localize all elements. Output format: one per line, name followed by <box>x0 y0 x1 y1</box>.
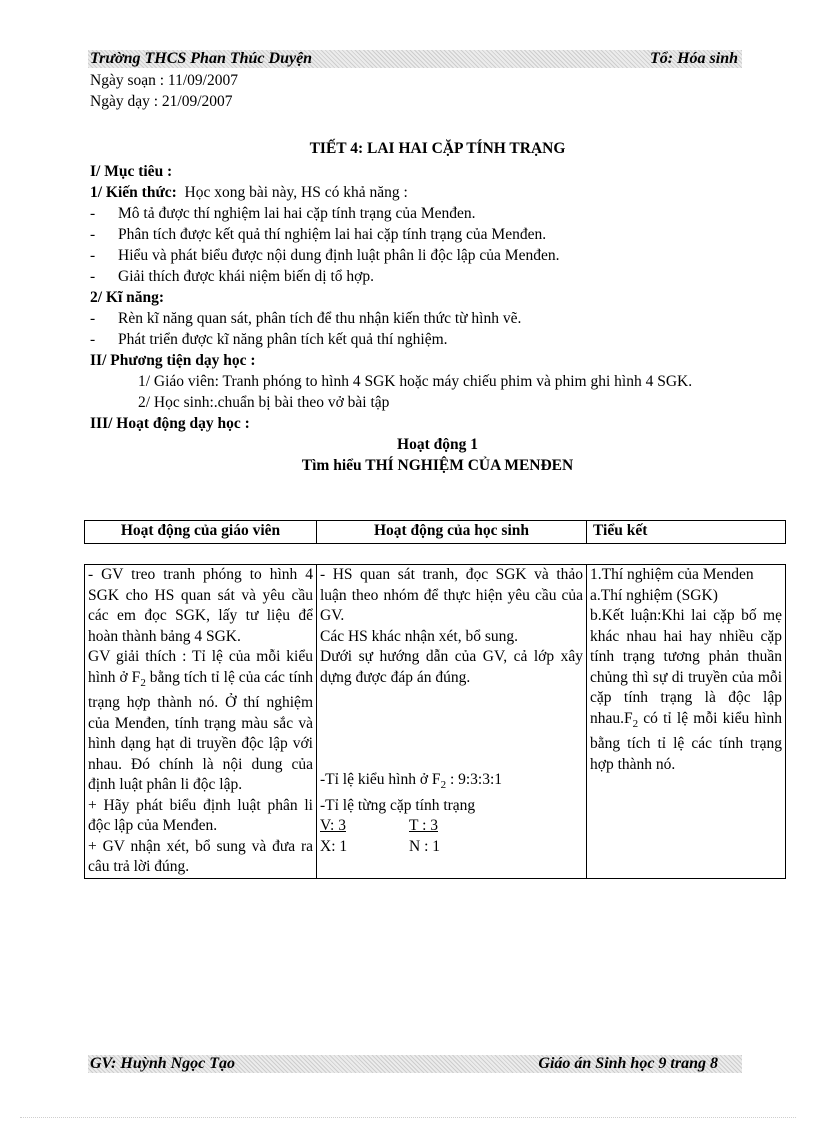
materials-student: 2/ Học sinh:.chuẩn bị bài theo vở bài tập <box>138 394 390 411</box>
page-footer <box>88 1055 742 1073</box>
col-header-summary: Tiểu kết <box>587 521 786 544</box>
lesson-body <box>90 70 785 476</box>
teacher-text: + Hãy phát biểu định luật phân li độc lập của Menđen. <box>88 796 313 835</box>
teacher-name: GV: Huỳnh Ngọc Tạo <box>90 1055 236 1072</box>
doc-page: Giáo án Sinh học 9 trang 8 <box>538 1055 718 1072</box>
knowledge-item: - Hiểu và phát biểu được nội dung định luật phân li độc lập của Menđen. <box>90 247 560 264</box>
materials-teacher: 1/ Giáo viên: Tranh phóng to hình 4 SGK hoặc máy chiếu phim và phim ghi hình 4 SGK. <box>138 373 693 390</box>
skills-item: - Rèn kĩ năng quan sát, phân tích để thu nhận kiến thức từ hình vẽ. <box>90 310 522 327</box>
teach-date: Ngày dạy : 21/09/2007 <box>90 93 233 110</box>
student-text: Dưới sự hướng dẫn của GV, cả lớp xây dựng được đáp án đúng. <box>320 648 583 686</box>
activities-heading: III/ Hoạt động dạy học : <box>90 415 250 432</box>
teacher-cell <box>85 565 317 879</box>
col-header-student: Hoạt động của học sinh <box>317 521 587 544</box>
activity-subtitle: Tìm hiểu THÍ NGHIỆM CỦA MENĐEN <box>301 457 574 474</box>
objectives-heading: I/ Mục tiêu : <box>90 163 173 180</box>
skills-label: 2/ Kĩ năng: <box>90 289 165 306</box>
page-header <box>88 50 742 68</box>
student-text: Các HS khác nhận xét, bổ sung. <box>320 627 519 645</box>
lesson-title: TIẾT 4: LAI HAI CẶP TÍNH TRẠNG <box>309 140 566 157</box>
ratio-row: V: 3 T : 3 <box>320 817 438 835</box>
knowledge-item: - Phân tích được kết quả thí nghiệm lai hai cặp tính trạng của Menđen. <box>90 226 547 243</box>
skills-item: - Phát triển được kĩ năng phân tích kết quả thí nghiệm. <box>90 331 448 348</box>
student-text: - HS quan sát tranh, đọc SGK và thảo luận theo nhóm để thực hiện yêu cầu của GV. <box>320 566 583 624</box>
summary-text: a.Thí nghiệm (SGK) <box>590 586 718 604</box>
teacher-text: GV giải thích : Tỉ lệ của mỗi kiểu hình ở $F_2$ bằng tích tỉ lệ của các tính trạng hợp thành nó. Ở thí nghiệm của Menđen, tính trạng màu sắc và hình dạng hạt di truyền độc lập với nhau. Đó chính là nội dung của định luật phân li độc lập. <box>88 648 314 794</box>
knowledge-label: 1/ Kiến thức: <box>90 184 177 201</box>
summary-cell <box>587 565 786 879</box>
col-header-teacher: Hoạt động của giáo viên <box>85 521 317 544</box>
knowledge-line <box>90 182 785 203</box>
prep-date: Ngày soạn : 11/09/2007 <box>90 72 238 89</box>
department-name: Tổ: Hóa sinh <box>649 50 738 67</box>
student-cell <box>317 565 587 879</box>
page-edge-divider <box>20 1117 796 1118</box>
knowledge-item: - Mô tả được thí nghiệm lai hai cặp tính trạng của Menđen. <box>90 205 476 222</box>
teacher-text: + GV nhận xét, bổ sung và đưa ra câu trả lời đúng. <box>88 837 313 876</box>
summary-text: b.Kết luận:Khi lai cặp bố mẹ khác nhau hai hay nhiều cặp tính trạng tương phản thuần chủng thì sự di truyền của mỗi cặp tính trạng là độc lập $nhau.F_2$ có tỉ lệ mỗi kiểu hình bằng tích tỉ lệ các tính trạng hợp thành nó. <box>590 607 782 773</box>
student-pair-label: -Tỉ lệ từng cặp tính trạng <box>320 796 476 814</box>
knowledge-intro: Học xong bài này, HS có khả năng : <box>184 184 408 201</box>
teacher-text: - GV treo tranh phóng to hình 4 SGK cho HS quan sát và yêu cầu các em đọc SGK, lấy tư liệu để hoàn thành bảng 4 SGK. <box>88 566 313 645</box>
table-row <box>85 565 786 879</box>
materials-heading: II/ Phương tiện dạy học : <box>90 352 256 369</box>
table-header-row <box>85 521 786 544</box>
student-ratio: -Tỉ lệ kiểu hình ở $F_2$ : 9:3:3:1 <box>320 771 503 792</box>
summary-text: 1.Thí nghiệm của Menden <box>590 566 754 583</box>
knowledge-item: - Giải thích được khái niệm biến dị tổ hợp. <box>90 268 374 285</box>
activity-table <box>84 520 786 879</box>
activity-title: Hoạt động 1 <box>397 436 478 453</box>
ratio-row: X: 1 N : 1 <box>320 837 440 855</box>
school-name: Trường THCS Phan Thúc Duyện <box>90 50 313 67</box>
